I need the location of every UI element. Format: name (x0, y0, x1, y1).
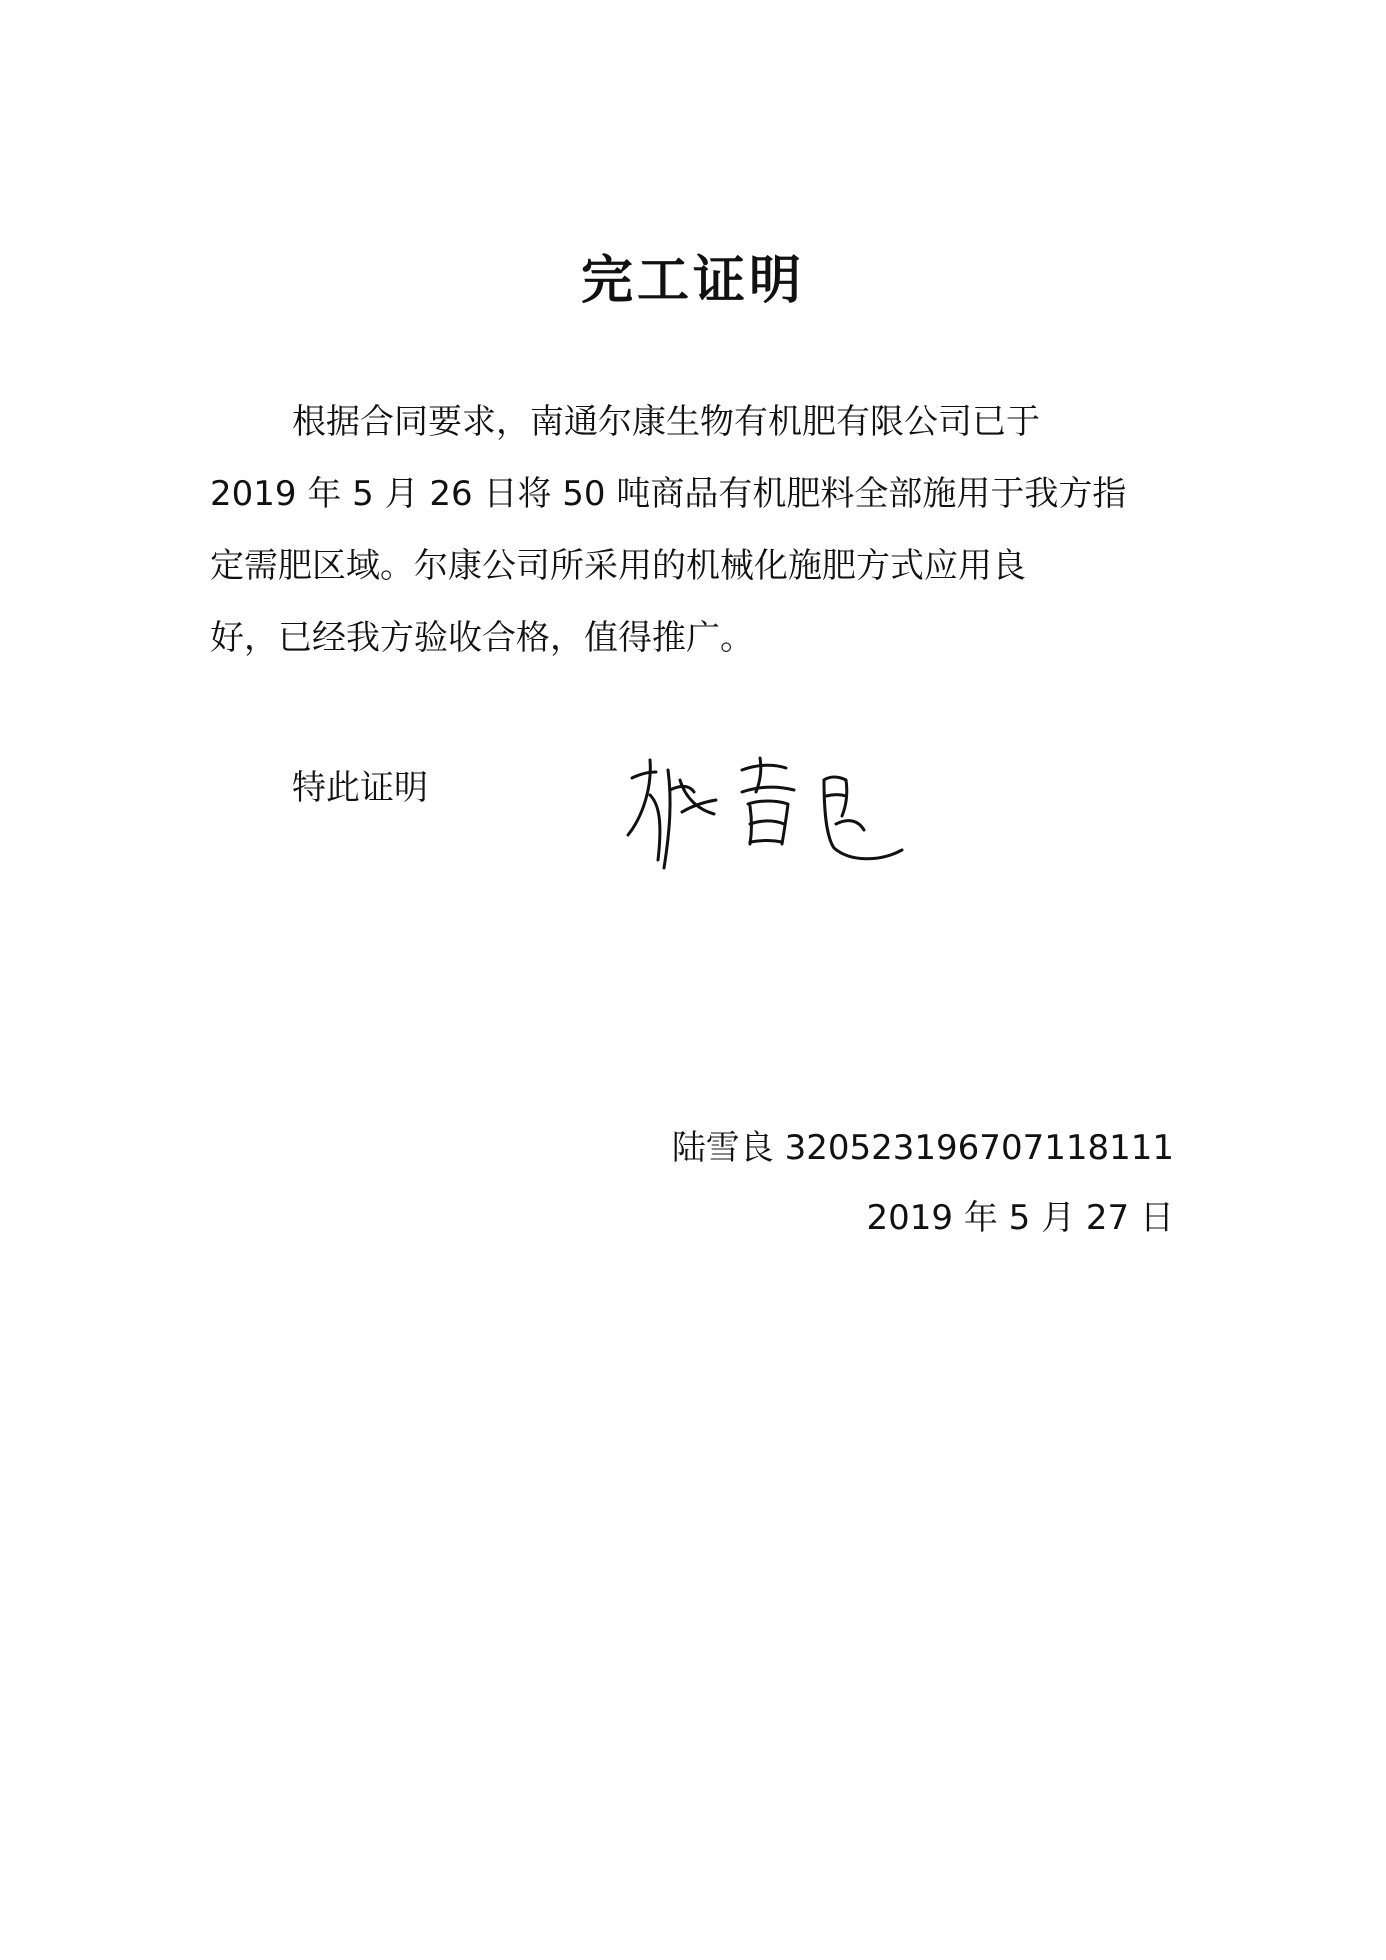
paragraph-line-4: 好，已经我方验收合格，值得推广。 (210, 618, 754, 658)
closing-statement: 特此证明 (292, 768, 428, 808)
paragraph-line-2: 2019 年 5 月 26 日将 50 吨商品有机肥料全部施用于我方指 (210, 474, 1127, 514)
document-title: 完工证明 (580, 251, 805, 311)
signature-date: 2019 年 5 月 27 日 (866, 1198, 1174, 1238)
paragraph-line-1: 根据合同要求，南通尔康生物有机肥有限公司已于 (292, 402, 1040, 442)
signer-name-id: 陆雪良 320523196707118111 (671, 1128, 1174, 1168)
handwritten-signature (610, 740, 910, 880)
paragraph-line-3: 定需肥区域。尔康公司所采用的机械化施肥方式应用良 (210, 546, 1026, 586)
